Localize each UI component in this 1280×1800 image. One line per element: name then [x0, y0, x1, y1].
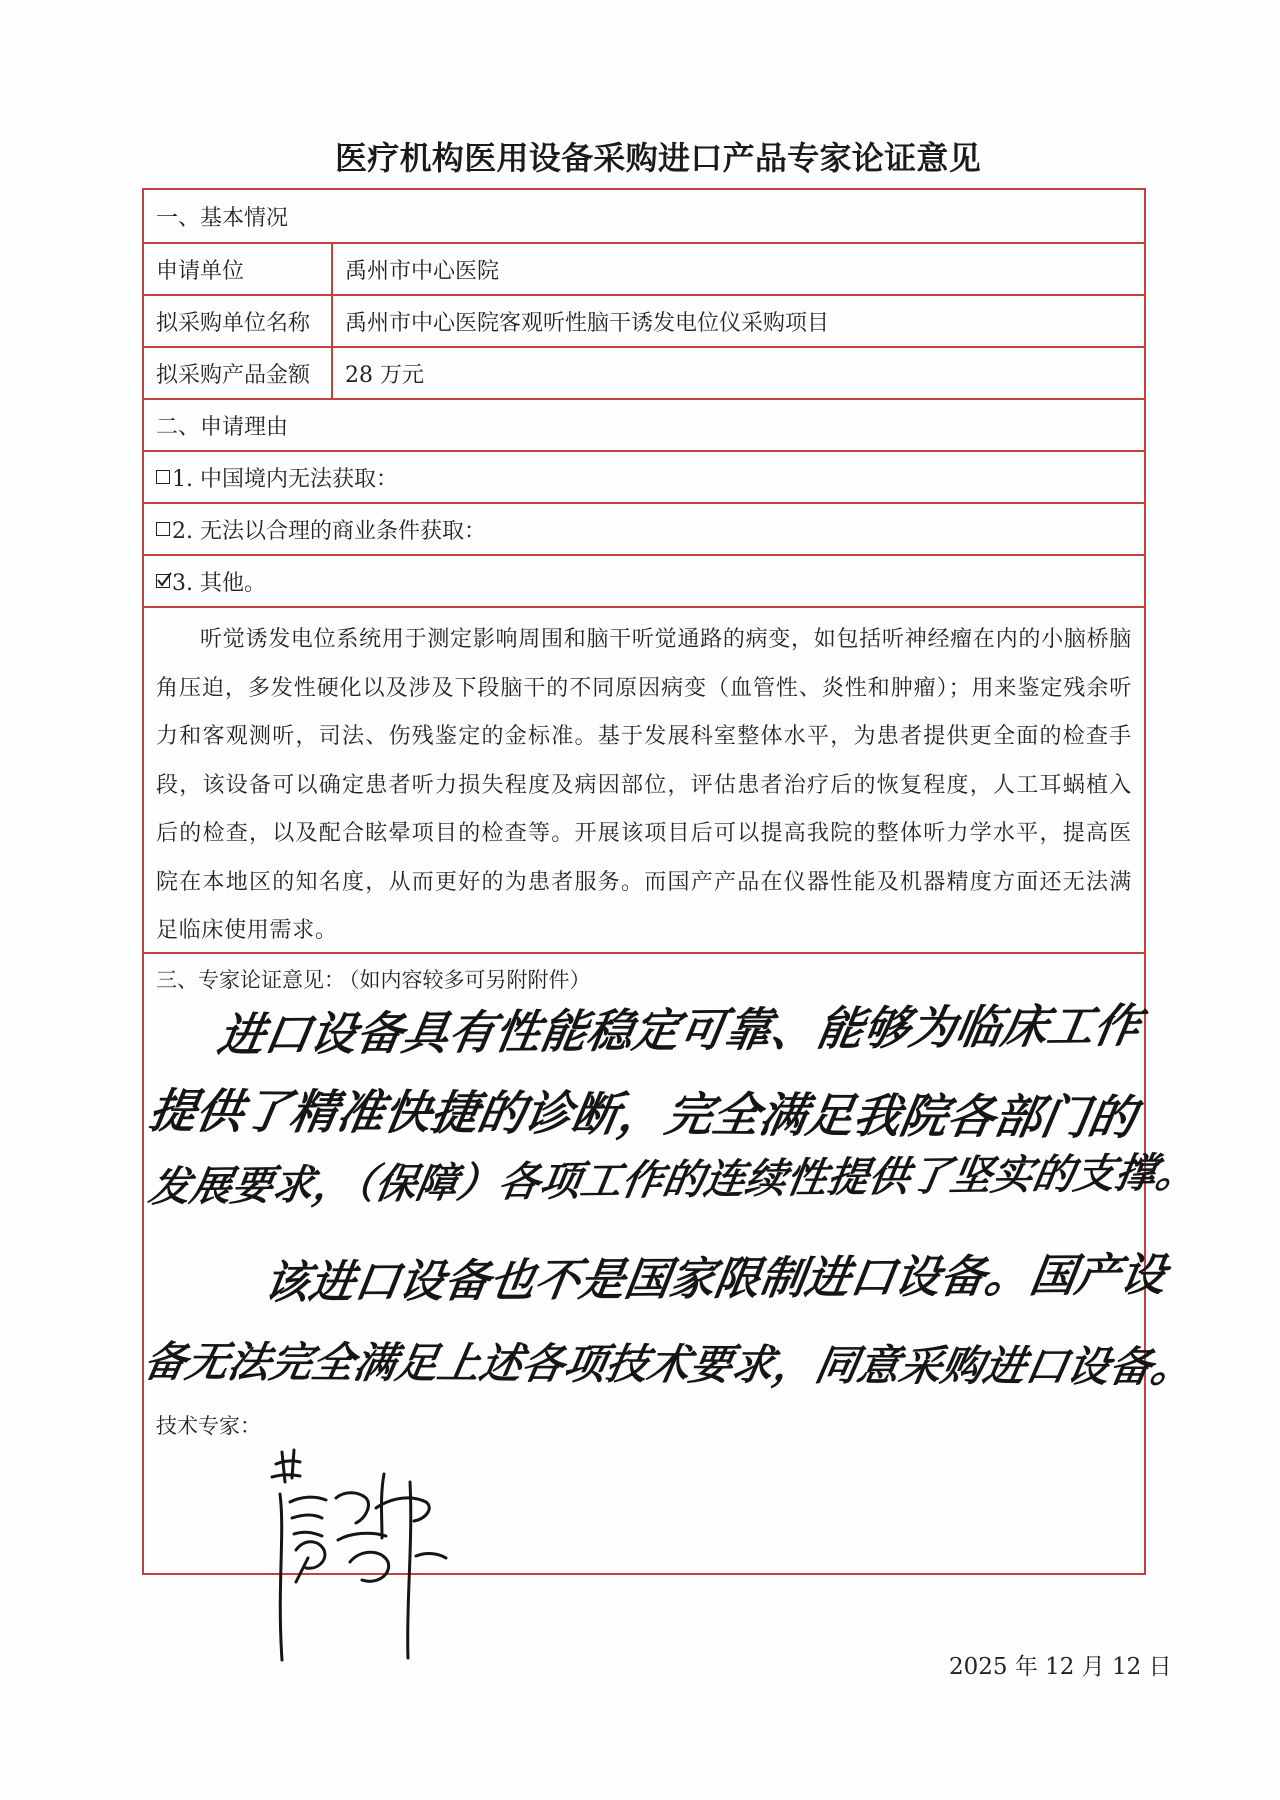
reason-option-1: [144, 452, 1144, 504]
field-value: 28 万元: [345, 362, 424, 388]
document-title: 医疗机构医用设备采购进口产品专家论证意见: [335, 139, 982, 177]
section-heading: 一、基本情况: [156, 205, 289, 231]
opinion-note: （如内容较多可另附附件）: [349, 968, 591, 992]
info-row-applicant: [144, 244, 1144, 296]
handwritten-line: 备无法完全满足上述各项技术要求，同意采购进口设备。: [140, 1337, 1199, 1392]
section-heading: 二、申请理由: [156, 414, 289, 440]
option-label: 2. 无法以合理的商业条件获取：: [172, 518, 486, 544]
checkbox: [156, 522, 170, 536]
checkmark-icon: [156, 572, 172, 588]
reason-description-row: [144, 608, 1144, 954]
section-reason-header: [144, 400, 1144, 452]
reason-option-2: [144, 504, 1144, 556]
info-row-project: [144, 296, 1144, 348]
opinion-form-table: [140, 188, 1202, 1575]
field-label: 拟采购产品金额: [144, 348, 333, 398]
reason-paragraph: 听觉诱发电位系统用于测定影响周围和脑干听觉通路的病变，如包括听神经瘤在内的小脑桥脑角压迫，多发性硬化以及涉及下段脑干的不同原因病变（血管性、炎性和肿瘤）；用来鉴定残余听力和客观测听，司法、伤残鉴定的金标准。基于发展科室整体水平，为患者提供更全面的检查手段，该设备可以确定患者听力损失程度及病因部位，评估患者治疗后的恢复程度，人工耳蜗植入后的检查，以及配合眩晕项目的检查等。开展该项目后可以提高我院的整体听力学水平，提高医院在本地区的知名度，从而更好的为患者服务。而国产产品在仪器性能及机器精度方面还无法满足临床使用需求。: [156, 627, 1132, 943]
option-label: 1. 中国境内无法获取：: [172, 466, 398, 492]
handwritten-line: 提供了精准快捷的诊断，完全满足我院各部门的: [144, 1084, 1140, 1146]
field-value: 禹州市中心医院: [345, 258, 500, 284]
handwritten-line: 该进口设备也不是国家限制进口设备。国产设: [260, 1248, 1170, 1309]
handwritten-line: 发展要求，（保障）各项工作的连续性提供了坚实的支撑。: [145, 1148, 1202, 1211]
section-heading: 三、专家论证意见：: [156, 968, 345, 992]
document-date: 2025 年 12 月 12 日: [949, 1654, 1172, 1680]
handwritten-line: 进口设备具有性能稳定可靠、能够为临床工作: [214, 998, 1145, 1062]
section-basic-info-header: [144, 190, 1144, 244]
option-label: 3. 其他。: [172, 570, 266, 596]
field-label: 拟采购单位名称: [144, 296, 333, 346]
reason-option-3: [144, 556, 1144, 608]
opinion-heading: [156, 964, 591, 994]
info-row-amount: [144, 348, 1144, 400]
checkbox: [156, 470, 170, 484]
field-value: 禹州市中心医院客观听性脑干诱发电位仪采购项目: [345, 310, 830, 336]
checkbox: [156, 574, 170, 588]
expert-label: 技术专家：: [156, 1414, 261, 1438]
field-label: 申请单位: [144, 244, 333, 294]
expert-signature: [266, 1446, 466, 1666]
